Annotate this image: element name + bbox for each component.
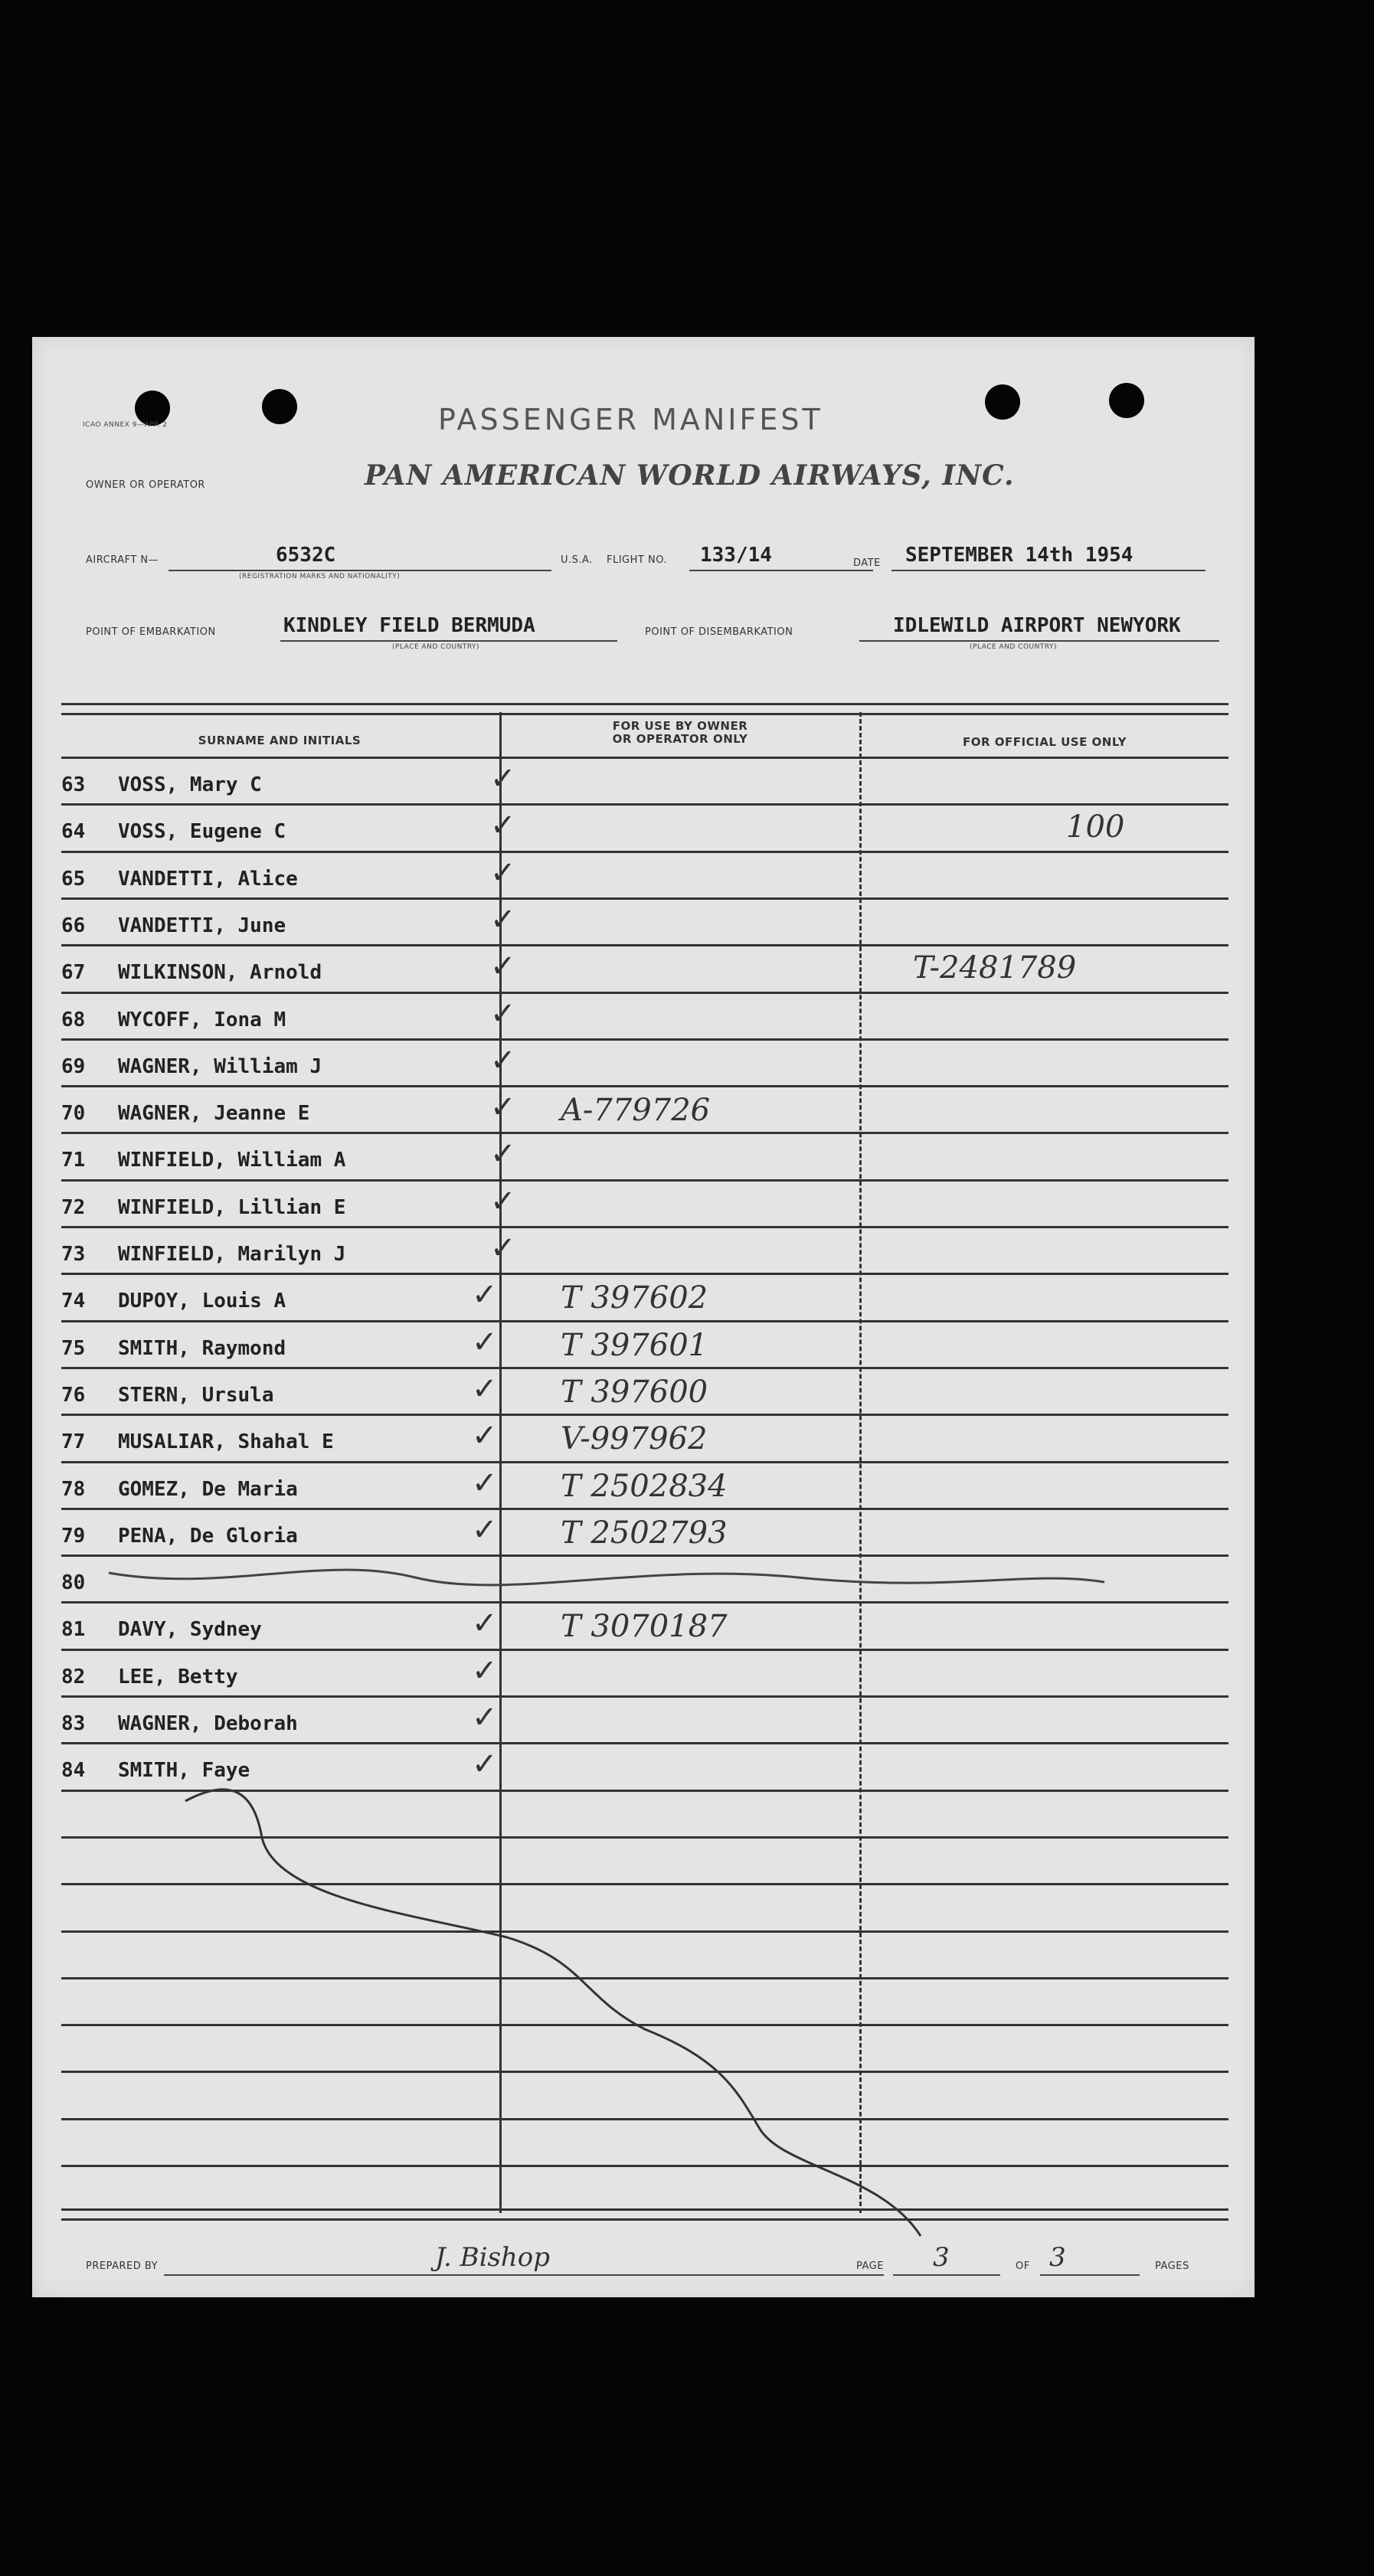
aircraft-line	[168, 570, 551, 571]
col-surname-header: SURNAME AND INITIALS	[198, 734, 361, 747]
registration-note: (REGISTRATION MARKS AND NATIONALITY)	[239, 573, 401, 580]
passenger-number: 68	[61, 1008, 86, 1031]
row-rule	[61, 1742, 1228, 1744]
check-mark-icon: ✓	[490, 855, 516, 891]
passenger-number: 77	[61, 1430, 86, 1454]
row-rule	[61, 1649, 1228, 1651]
form-title: PASSENGER MANIFEST	[438, 403, 823, 436]
of-line	[1040, 2274, 1140, 2276]
page-line	[893, 2274, 1000, 2276]
passenger-number: 83	[61, 1712, 86, 1735]
passenger-number: 84	[61, 1759, 86, 1783]
passenger-number: 82	[61, 1665, 86, 1688]
passenger-name: WINFIELD, Lillian E	[118, 1195, 346, 1219]
passenger-number: 72	[61, 1195, 86, 1219]
passenger-number: 67	[61, 961, 86, 985]
check-mark-icon: ✓	[490, 1231, 516, 1266]
passenger-name: VOSS, Eugene C	[118, 820, 286, 844]
row-rule	[61, 944, 1228, 946]
of-value: 3	[1049, 2242, 1066, 2273]
row-rule	[61, 1179, 1228, 1182]
row-rule	[61, 1554, 1228, 1557]
row-rule	[61, 851, 1228, 853]
row-rule	[61, 1461, 1228, 1463]
row-rule	[61, 992, 1228, 994]
header-rule	[61, 757, 1228, 759]
embark-label: POINT OF EMBARKATION	[86, 626, 216, 638]
passenger-name: WAGNER, Jeanne E	[118, 1102, 310, 1126]
pages-label: PAGES	[1155, 2261, 1189, 2272]
passenger-name: DAVY, Sydney	[118, 1618, 262, 1642]
row-rule	[61, 1883, 1228, 1885]
col-official-header: FOR OFFICIAL USE ONLY	[963, 735, 1127, 749]
passenger-number: 73	[61, 1243, 86, 1266]
owner-use-entry: T 3070187	[561, 1609, 728, 1645]
check-mark-icon: ✓	[490, 808, 516, 844]
check-mark-icon: ✓	[490, 901, 516, 937]
passenger-name: GOMEZ, De Maria	[118, 1477, 298, 1501]
row-rule	[61, 1790, 1228, 1792]
passenger-name: WAGNER, William J	[118, 1054, 322, 1078]
table-bottom-rule	[61, 2208, 1228, 2221]
row-rule	[61, 1508, 1228, 1510]
manifest-sheet	[32, 337, 1255, 2297]
owner-label: OWNER OR OPERATOR	[86, 479, 205, 491]
embark-place-note: (PLACE AND COUNTRY)	[392, 643, 480, 651]
passenger-number: 71	[61, 1149, 86, 1172]
row-rule	[61, 1367, 1228, 1369]
punch-hole	[262, 389, 297, 424]
passenger-name: MUSALIAR, Shahal E	[118, 1430, 334, 1454]
passenger-name: VANDETTI, June	[118, 914, 286, 937]
passenger-name: WYCOFF, Iona M	[118, 1008, 286, 1031]
row-rule	[61, 1226, 1228, 1228]
flight-value: 133/14	[700, 544, 772, 567]
passenger-number: 81	[61, 1618, 86, 1642]
passenger-name: WINFIELD, Marilyn J	[118, 1243, 346, 1266]
official-use-entry: 100	[1066, 809, 1125, 845]
disembark-value: IDLEWILD AIRPORT NEWYORK	[893, 614, 1181, 637]
owner-use-entry: T 397601	[561, 1327, 708, 1363]
row-rule	[61, 1836, 1228, 1839]
check-mark-icon: ✓	[472, 1324, 498, 1360]
page-label: PAGE	[856, 2261, 884, 2272]
embark-value: KINDLEY FIELD BERMUDA	[283, 614, 535, 637]
row-rule	[61, 1273, 1228, 1275]
check-mark-icon: ✓	[490, 995, 516, 1031]
passenger-number: 70	[61, 1102, 86, 1126]
row-rule	[61, 1132, 1228, 1134]
row-rule	[61, 897, 1228, 900]
row-rule	[61, 2118, 1228, 2120]
usa-label: U.S.A.	[561, 554, 593, 566]
row-rule	[61, 1414, 1228, 1416]
aircraft-value: 6532C	[276, 544, 336, 567]
embark-line	[280, 640, 617, 642]
official-use-entry: T-2481789	[913, 950, 1077, 986]
row-rule	[61, 1977, 1228, 1979]
table-top-rule	[61, 703, 1228, 715]
owner-use-entry: T 397600	[561, 1374, 708, 1410]
owner-use-entry: V-997962	[561, 1421, 708, 1457]
passenger-number: 74	[61, 1290, 86, 1313]
passenger-name: VANDETTI, Alice	[118, 867, 298, 891]
date-line	[891, 570, 1206, 571]
passenger-name: SMITH, Faye	[118, 1759, 250, 1783]
punch-hole	[1109, 383, 1144, 418]
check-mark-icon: ✓	[490, 949, 516, 985]
owner-use-entry: A-779726	[561, 1093, 711, 1129]
check-mark-icon: ✓	[472, 1700, 498, 1735]
prepared-signature: J. Bishop	[435, 2242, 551, 2273]
aircraft-label: AIRCRAFT N—	[86, 554, 159, 566]
check-mark-icon: ✓	[490, 1090, 516, 1126]
passenger-name: VOSS, Mary C	[118, 773, 262, 796]
passenger-name: LEE, Betty	[118, 1665, 238, 1688]
prepared-label: PREPARED BY	[86, 2261, 159, 2272]
passenger-name: STERN, Ursula	[118, 1383, 274, 1407]
flight-line	[689, 570, 873, 571]
check-mark-icon: ✓	[472, 1371, 498, 1407]
passenger-number: 80	[61, 1571, 86, 1595]
passenger-number: 76	[61, 1383, 86, 1407]
check-mark-icon: ✓	[490, 1136, 516, 1172]
passenger-number: 63	[61, 773, 86, 796]
row-rule	[61, 2024, 1228, 2026]
flight-label: FLIGHT NO.	[607, 554, 668, 566]
check-mark-icon: ✓	[472, 1465, 498, 1501]
row-rule	[61, 2165, 1228, 2167]
date-value: SEPTEMBER 14th 1954	[905, 544, 1134, 567]
row-rule	[61, 1085, 1228, 1087]
check-mark-icon: ✓	[472, 1606, 498, 1642]
check-mark-icon: ✓	[472, 1277, 498, 1313]
check-mark-icon: ✓	[472, 1652, 498, 1688]
check-mark-icon: ✓	[472, 1512, 498, 1548]
disembark-line	[859, 640, 1219, 642]
col-owner-header: FOR USE BY OWNER OR OPERATOR ONLY	[612, 719, 748, 746]
approval-note: ICAO ANNEX 9—APP. 2	[83, 421, 168, 429]
row-rule	[61, 1930, 1228, 1933]
check-mark-icon: ✓	[490, 1042, 516, 1078]
owner-use-entry: T 2502793	[561, 1515, 728, 1551]
owner-use-entry: T 2502834	[561, 1468, 728, 1504]
row-rule	[61, 1038, 1228, 1041]
check-mark-icon: ✓	[490, 761, 516, 796]
passenger-name: DUPOY, Louis A	[118, 1290, 286, 1313]
passenger-name: WINFIELD, William A	[118, 1149, 346, 1172]
date-label: DATE	[853, 557, 881, 569]
check-mark-icon: ✓	[472, 1747, 498, 1783]
check-mark-icon: ✓	[490, 1183, 516, 1219]
passenger-name: WILKINSON, Arnold	[118, 961, 322, 985]
punch-hole	[985, 384, 1020, 420]
page-value: 3	[933, 2242, 950, 2273]
owner-use-entry: T 397602	[561, 1280, 708, 1316]
passenger-number: 64	[61, 820, 86, 844]
passenger-number: 75	[61, 1336, 86, 1360]
passenger-name: WAGNER, Deborah	[118, 1712, 298, 1735]
prepared-line	[164, 2274, 884, 2276]
of-label: OF	[1016, 2261, 1030, 2272]
disembark-place-note: (PLACE AND COUNTRY)	[970, 643, 1058, 651]
row-rule	[61, 1320, 1228, 1322]
row-rule	[61, 803, 1228, 806]
check-mark-icon: ✓	[472, 1418, 498, 1454]
row-rule	[61, 2071, 1228, 2073]
disembark-label: POINT OF DISEMBARKATION	[645, 626, 793, 638]
passenger-name: PENA, De Gloria	[118, 1524, 298, 1548]
passenger-number: 78	[61, 1477, 86, 1501]
passenger-number: 66	[61, 914, 86, 937]
passenger-number: 69	[61, 1054, 86, 1078]
row-rule	[61, 1695, 1228, 1698]
company-name: PAN AMERICAN WORLD AIRWAYS, INC.	[365, 459, 1015, 492]
passenger-number: 65	[61, 867, 86, 891]
passenger-number: 79	[61, 1524, 86, 1548]
row-rule	[61, 1601, 1228, 1603]
passenger-name: SMITH, Raymond	[118, 1336, 286, 1360]
